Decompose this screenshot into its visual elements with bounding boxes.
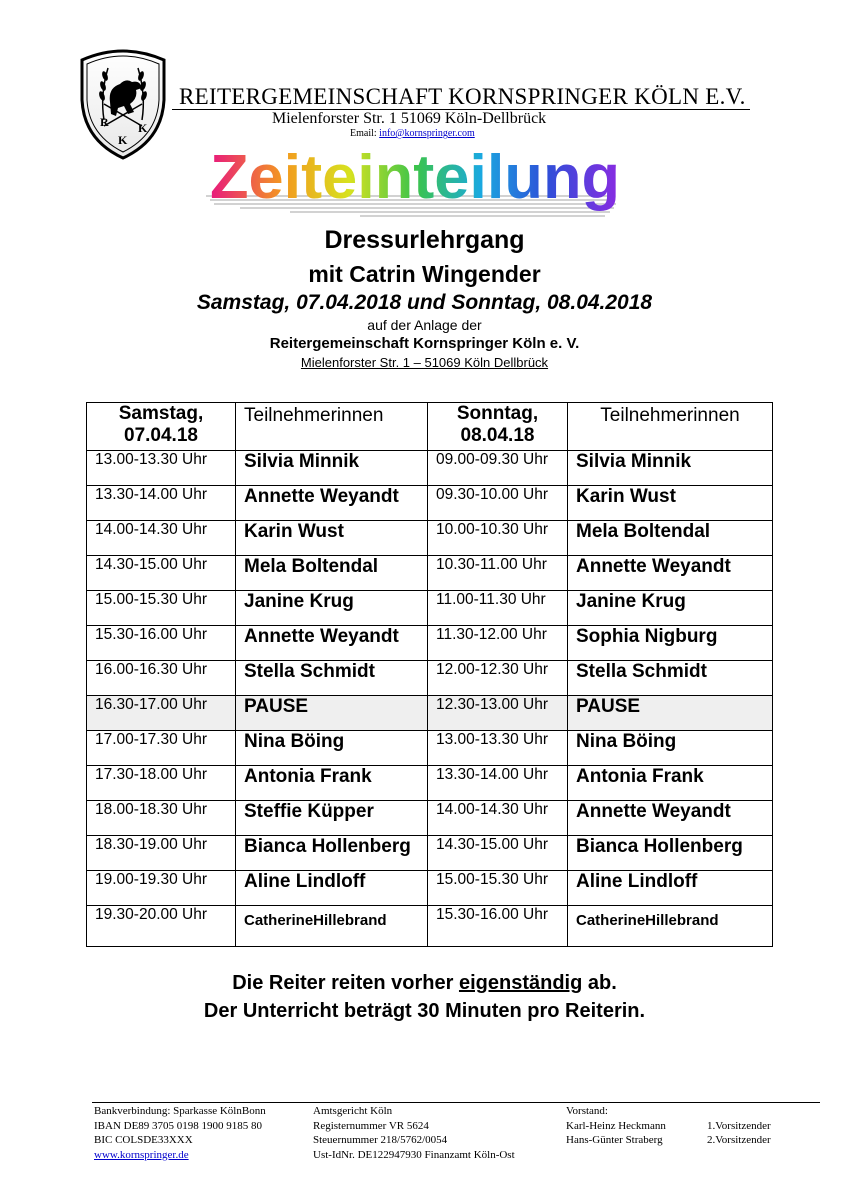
table-row xyxy=(87,556,773,591)
saturday-time: 16.30-17.00 Uhr xyxy=(87,696,236,731)
saturday-participant: Janine Krug xyxy=(236,591,428,626)
event-dates: Samstag, 07.04.2018 und Sonntag, 08.04.2018 xyxy=(196,291,653,314)
instructor: mit Catrin Wingender xyxy=(308,261,541,287)
table-row-pause xyxy=(87,696,773,731)
sunday-time: 12.00-12.30 Uhr xyxy=(428,661,568,696)
sunday-time: 15.00-15.30 Uhr xyxy=(428,871,568,906)
saturday-participant: Stella Schmidt xyxy=(236,661,428,696)
title-text: Zeiteinteilung xyxy=(210,143,620,212)
saturday-time: 13.00-13.30 Uhr xyxy=(87,451,236,486)
table-row xyxy=(87,486,773,521)
sunday-participant: Bianca Hollenberg xyxy=(568,836,773,871)
saturday-participant: Steffie Küpper xyxy=(236,801,428,836)
sunday-participant: Nina Böing xyxy=(568,731,773,766)
table-row xyxy=(87,626,773,661)
note-warmup-end: ab. xyxy=(582,972,617,994)
sunday-participant: Annette Weyandt xyxy=(568,556,773,591)
saturday-participant: PAUSE xyxy=(236,696,428,731)
saturday-participant: Bianca Hollenberg xyxy=(236,836,428,871)
saturday-participant: Annette Weyandt xyxy=(236,486,428,521)
saturday-participant: CatherineHillebrand xyxy=(236,906,428,947)
organization-address: Mielenforster Str. 1 51069 Köln-Dellbrück xyxy=(272,110,547,127)
footer-registry xyxy=(313,1104,515,1162)
table-row xyxy=(87,801,773,836)
header-saturday-label: Samstag, xyxy=(118,403,204,424)
header-sunday xyxy=(428,403,568,451)
header-sunday-date: 08.04.18 xyxy=(460,425,535,446)
email-label: Email: xyxy=(350,128,377,139)
sunday-participant: Stella Schmidt xyxy=(568,661,773,696)
header-participants-sunday: Teilnehmerinnen xyxy=(568,403,773,451)
header-saturday xyxy=(87,403,236,451)
saturday-participant: Aline Lindloff xyxy=(236,871,428,906)
table-row xyxy=(87,451,773,486)
sunday-participant: PAUSE xyxy=(568,696,773,731)
sunday-time: 11.00-11.30 Uhr xyxy=(428,591,568,626)
sunday-time: 10.00-10.30 Uhr xyxy=(428,521,568,556)
saturday-participant: Nina Böing xyxy=(236,731,428,766)
sunday-participant: Sophia Nigburg xyxy=(568,626,773,661)
saturday-time: 15.00-15.30 Uhr xyxy=(87,591,236,626)
sunday-participant: Antonia Frank xyxy=(568,766,773,801)
website-link[interactable]: www.kornspringer.de xyxy=(94,1148,189,1161)
saturday-participant: Antonia Frank xyxy=(236,766,428,801)
course-title: Dressurlehrgang xyxy=(324,226,525,254)
footer-bank xyxy=(94,1104,266,1162)
table-row xyxy=(87,836,773,871)
saturday-time: 19.00-19.30 Uhr xyxy=(87,871,236,906)
sunday-time: 15.30-16.00 Uhr xyxy=(428,906,568,947)
table-row xyxy=(87,591,773,626)
footer-board-role: 2.Vorsitzender xyxy=(707,1134,771,1146)
table-row xyxy=(87,766,773,801)
footer-bic: BIC COLSDE33XXX xyxy=(94,1134,193,1146)
note-warmup-start: Die Reiter reiten vorher xyxy=(232,972,459,994)
saturday-time: 17.30-18.00 Uhr xyxy=(87,766,236,801)
logo-letter: K xyxy=(118,133,128,147)
table-row xyxy=(87,871,773,906)
sunday-time: 09.00-09.30 Uhr xyxy=(428,451,568,486)
sunday-participant: Janine Krug xyxy=(568,591,773,626)
club-logo xyxy=(78,40,168,160)
saturday-time: 18.30-19.00 Uhr xyxy=(87,836,236,871)
sunday-time: 11.30-12.00 Uhr xyxy=(428,626,568,661)
sunday-participant: Silvia Minnik xyxy=(568,451,773,486)
saturday-participant: Karin Wust xyxy=(236,521,428,556)
saturday-participant: Annette Weyandt xyxy=(236,626,428,661)
page-title xyxy=(190,140,640,230)
sunday-time: 13.00-13.30 Uhr xyxy=(428,731,568,766)
saturday-participant: Mela Boltendal xyxy=(236,556,428,591)
sunday-time: 14.30-15.00 Uhr xyxy=(428,836,568,871)
footer-board-label: Vorstand: xyxy=(566,1105,608,1117)
organization-name: REITERGEMEINSCHAFT KORNSPRINGER KÖLN E.V. xyxy=(179,84,746,109)
saturday-time: 15.30-16.00 Uhr xyxy=(87,626,236,661)
saturday-time: 13.30-14.00 Uhr xyxy=(87,486,236,521)
footer-tax-number: Steuernummer 218/5762/0054 xyxy=(313,1134,448,1146)
email-link[interactable]: info@kornspringer.com xyxy=(379,128,475,139)
logo-letter: R xyxy=(100,115,109,129)
sunday-time: 09.30-10.00 Uhr xyxy=(428,486,568,521)
footer-court: Amtsgericht Köln xyxy=(313,1105,393,1117)
logo-letter: K xyxy=(138,121,148,135)
venue-intro: auf der Anlage der xyxy=(367,317,482,333)
sunday-participant: Karin Wust xyxy=(568,486,773,521)
sunday-time: 13.30-14.00 Uhr xyxy=(428,766,568,801)
venue-address: Mielenforster Str. 1 – 51069 Köln Dellbrück xyxy=(300,355,549,370)
sunday-time: 14.00-14.30 Uhr xyxy=(428,801,568,836)
table-row xyxy=(87,731,773,766)
footer-board-role: 1.Vorsitzender xyxy=(707,1119,771,1132)
sunday-participant: Aline Lindloff xyxy=(568,871,773,906)
footer-bank-name: Bankverbindung: Sparkasse KölnBonn xyxy=(94,1105,266,1117)
table-row xyxy=(87,906,773,947)
saturday-time: 16.00-16.30 Uhr xyxy=(87,661,236,696)
sunday-time: 10.30-11.00 Uhr xyxy=(428,556,568,591)
saturday-time: 17.00-17.30 Uhr xyxy=(87,731,236,766)
sunday-participant: Annette Weyandt xyxy=(568,801,773,836)
saturday-time: 18.00-18.30 Uhr xyxy=(87,801,236,836)
sunday-time: 12.30-13.00 Uhr xyxy=(428,696,568,731)
footer-board xyxy=(566,1104,666,1148)
footer-board-roles xyxy=(707,1104,771,1148)
note-lesson-length: Der Unterricht beträgt 30 Minuten pro Reiterin. xyxy=(203,1000,646,1022)
footer-board-name: Karl-Heinz Heckmann xyxy=(566,1119,666,1132)
header-saturday-date: 07.04.18 xyxy=(124,425,198,446)
header-participants-saturday: Teilnehmerinnen xyxy=(236,403,428,451)
sunday-participant: Mela Boltendal xyxy=(568,521,773,556)
footer-vat-id: Ust-IdNr. DE122947930 Finanzamt Köln-Ost xyxy=(313,1148,515,1161)
saturday-time: 14.00-14.30 Uhr xyxy=(87,521,236,556)
schedule-table xyxy=(86,402,773,947)
footer-board-name: Hans-Günter Straberg xyxy=(566,1134,663,1146)
table-row xyxy=(87,521,773,556)
sunday-participant: CatherineHillebrand xyxy=(568,906,773,947)
footer-divider xyxy=(92,1102,820,1103)
note-warmup-emphasis: eigenständig xyxy=(458,972,583,994)
saturday-participant: Silvia Minnik xyxy=(236,451,428,486)
table-row xyxy=(87,661,773,696)
footer-iban: IBAN DE89 3705 0198 1900 9185 80 xyxy=(94,1119,263,1132)
footer-register-number: Registernummer VR 5624 xyxy=(313,1119,429,1132)
header-sunday-label: Sonntag, xyxy=(456,403,539,424)
table-header-row xyxy=(87,403,773,451)
organization-email-row xyxy=(350,128,475,139)
saturday-time: 19.30-20.00 Uhr xyxy=(87,906,236,947)
saturday-time: 14.30-15.00 Uhr xyxy=(87,556,236,591)
note-warmup xyxy=(0,972,849,995)
venue-name: Reitergemeinschaft Kornspringer Köln e. V. xyxy=(269,335,580,352)
